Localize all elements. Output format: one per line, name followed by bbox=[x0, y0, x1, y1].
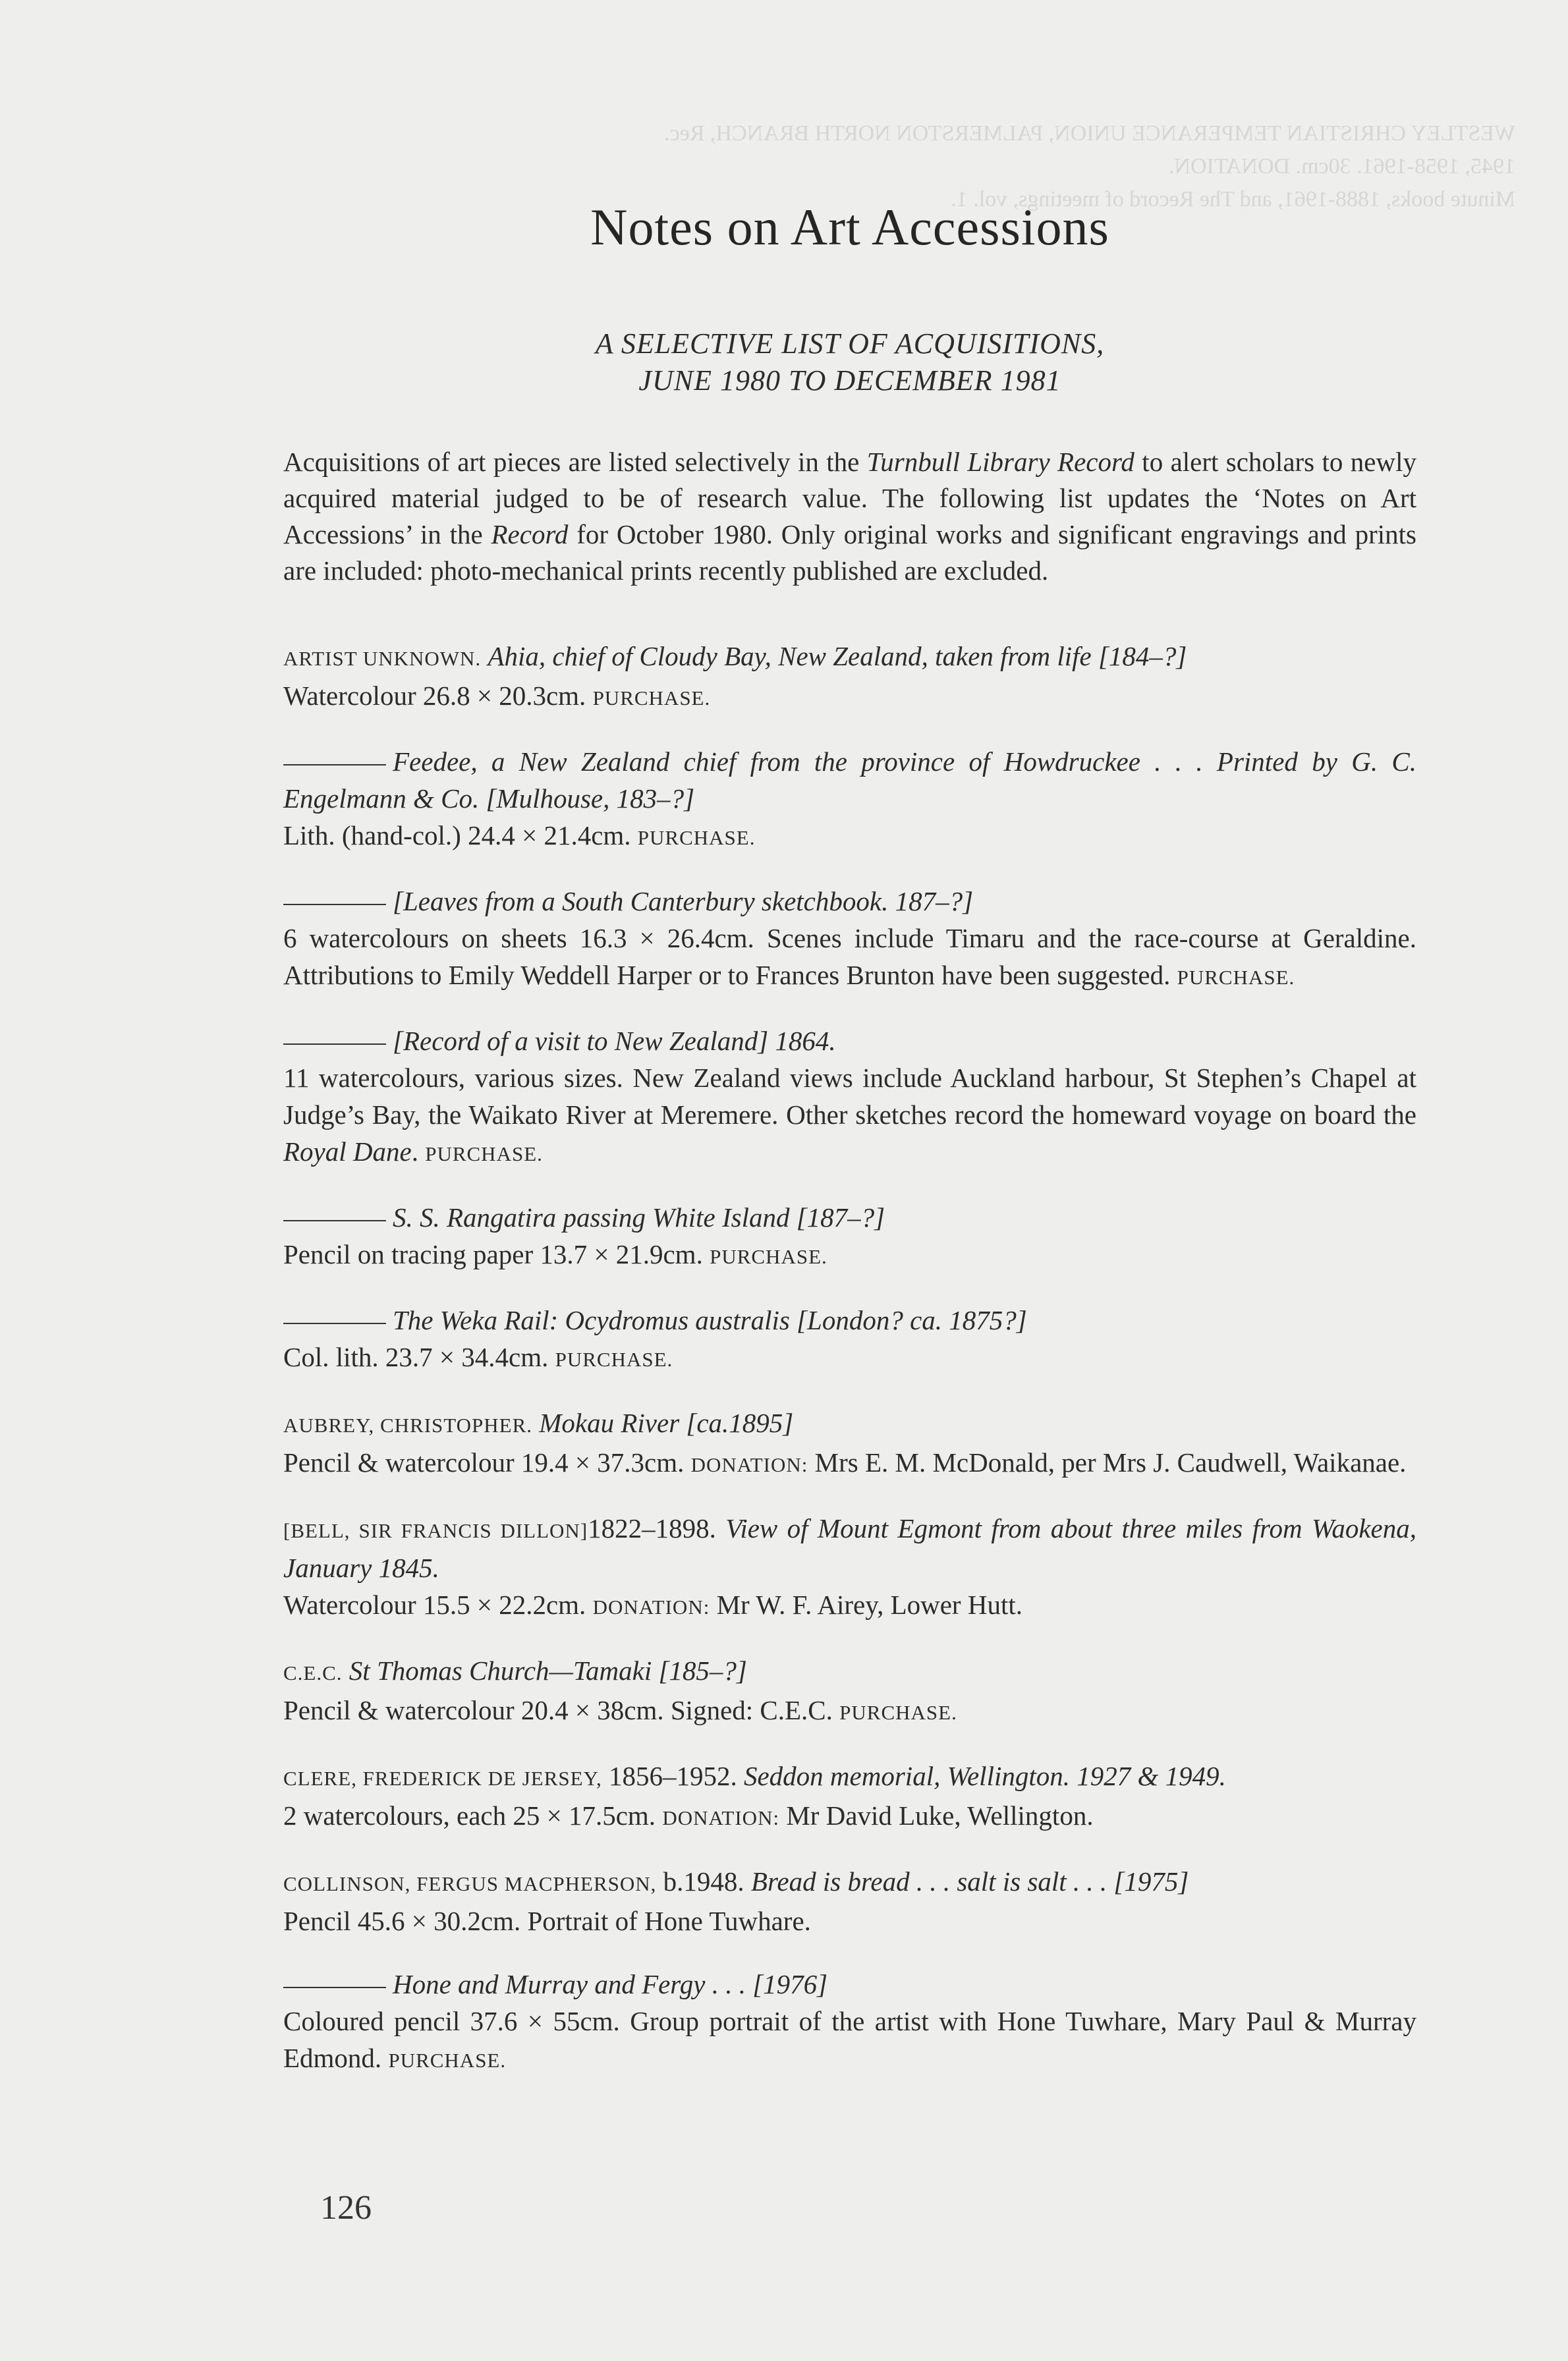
entry-description: Coloured pencil 37.6 × 55cm. Group portrait of the artist with Hone Tuwhare, Mary Paul & Murray Edmond. bbox=[283, 2006, 1416, 2073]
entry-donor: Mrs E. M. McDonald, per Mrs J. Caudwell, Waikanae. bbox=[814, 1447, 1407, 1478]
entry-acquisition: PURCHASE. bbox=[637, 826, 756, 849]
entry bbox=[283, 638, 1416, 717]
page-title: Notes on Art Accessions bbox=[590, 198, 1109, 256]
entry-artist: CLERE, FREDERICK DE JERSEY, bbox=[283, 1767, 602, 1790]
entry-description: Watercolour 26.8 × 20.3cm. bbox=[283, 681, 586, 711]
entry-description: Lith. (hand-col.) 24.4 × 21.4cm. bbox=[283, 820, 631, 850]
entry-punct: . bbox=[411, 1136, 418, 1167]
entry-title: View of Mount Egmont from about three miles from Waokena, January 1845. bbox=[283, 1513, 1417, 1583]
entry-title: Feedee, a New Zealand chief from the province of Howdruckee . . . Printed by G. C. Engelmann & Co. [Mulhouse, 183–?] bbox=[283, 746, 1416, 814]
ditto-dash bbox=[283, 1220, 386, 1221]
entry-acquisition: DONATION: bbox=[690, 1453, 808, 1476]
entry-acquisition: DONATION: bbox=[662, 1806, 780, 1829]
intro-text-1: Acquisitions of art pieces are listed selectively in the bbox=[283, 447, 867, 477]
ditto-dash bbox=[283, 764, 386, 765]
intro-italic-2: Record bbox=[491, 519, 569, 549]
entry-description: 6 watercolours on sheets 16.3 × 26.4cm. Scenes include Timaru and the race-course at Geraldine. Attributions to Emily Weddell Harper or to Frances Brunton have been suggested. bbox=[283, 923, 1416, 990]
entry-title: The Weka Rail: Ocydromus australis [London? ca. 1875?] bbox=[393, 1305, 1027, 1335]
subtitle bbox=[283, 325, 1416, 399]
entry bbox=[283, 1510, 1416, 1626]
entry-title: [Leaves from a South Canterbury sketchbook. 187–?] bbox=[393, 886, 974, 916]
entry-artist: [BELL, SIR FRANCIS DILLON] bbox=[283, 1519, 588, 1542]
entry-artist: ARTIST UNKNOWN. bbox=[283, 647, 482, 670]
entry-acquisition: PURCHASE. bbox=[555, 1348, 673, 1371]
entry-description: 11 watercolours, various sizes. New Zealand views include Auckland harbour, St Stephen’s Chapel at Judge’s Bay, the Waikato River at Meremere. Other sketches record the homeward voyage on board the bbox=[283, 1063, 1416, 1130]
entry bbox=[283, 1404, 1416, 1484]
entry-title: [Record of a visit to New Zealand] 1864. bbox=[393, 1026, 836, 1056]
entry bbox=[283, 743, 1416, 856]
entry-description: 2 watercolours, each 25 × 17.5cm. bbox=[283, 1800, 656, 1831]
ditto-dash bbox=[283, 1987, 386, 1988]
subtitle-line-1: A SELECTIVE LIST OF ACQUISITIONS, bbox=[595, 327, 1105, 360]
intro-italic-1: Turnbull Library Record bbox=[866, 447, 1134, 477]
entry-title: Ahia, chief of Cloudy Bay, New Zealand, taken from life [184–?] bbox=[488, 641, 1187, 671]
entry-description: Pencil 45.6 × 30.2cm. Portrait of Hone Tuwhare. bbox=[283, 1906, 811, 1936]
entry-donor: Mr David Luke, Wellington. bbox=[786, 1800, 1094, 1831]
entry-ship-name: Royal Dane bbox=[283, 1136, 412, 1167]
subtitle-line-2: JUNE 1980 TO DECEMBER 1981 bbox=[638, 364, 1061, 397]
entry-description: Pencil & watercolour 19.4 × 37.3cm. bbox=[283, 1447, 685, 1478]
entry-title: Bread is bread . . . salt is salt . . . [1975] bbox=[750, 1866, 1189, 1897]
intro-text-3: for October 1980. Only original works and significant engravings and prints are included: photo-mechanical prints recently published are excluded. bbox=[283, 519, 1416, 586]
entry bbox=[283, 1022, 1416, 1173]
entry-dates: b.1948. bbox=[663, 1866, 744, 1897]
entry-acquisition: PURCHASE. bbox=[425, 1142, 543, 1165]
entry-title: S. S. Rangatira passing White Island [187–?] bbox=[393, 1202, 885, 1233]
page-number: 126 bbox=[320, 2189, 372, 2227]
intro-paragraph bbox=[283, 444, 1416, 589]
entry-acquisition: DONATION: bbox=[592, 1596, 710, 1619]
entry-description: Pencil & watercolour 20.4 × 38cm. Signed: C.E.C. bbox=[283, 1695, 833, 1725]
entry-artist: C.E.C. bbox=[283, 1661, 343, 1684]
entry-acquisition: PURCHASE. bbox=[1177, 966, 1295, 989]
intro-text-2: to alert scholars to newly acquired material judged to be of research value. The following list updates the ‘Notes on Art Accessions’ in the bbox=[283, 447, 1416, 549]
entry-description: Col. lith. 23.7 × 34.4cm. bbox=[283, 1342, 549, 1372]
entry-title: Seddon memorial, Wellington. 1927 & 1949. bbox=[743, 1761, 1226, 1791]
entry-artist: COLLINSON, FERGUS MACPHERSON, bbox=[283, 1872, 657, 1895]
entry bbox=[283, 1652, 1416, 1731]
entry bbox=[283, 883, 1416, 996]
entry bbox=[283, 1758, 1416, 1837]
entry bbox=[283, 1199, 1416, 1275]
document-page bbox=[283, 198, 1416, 2079]
entry-acquisition: PURCHASE. bbox=[839, 1701, 957, 1724]
entry-donor: Mr W. F. Airey, Lower Hutt. bbox=[716, 1590, 1022, 1620]
entry-title: Hone and Murray and Fergy . . . [1976] bbox=[393, 1969, 828, 1999]
entry-title: St Thomas Church—Tamaki [185–?] bbox=[349, 1655, 747, 1686]
entry bbox=[283, 1863, 1416, 1939]
ditto-dash bbox=[283, 904, 386, 905]
entry-description: Watercolour 15.5 × 22.2cm. bbox=[283, 1590, 586, 1620]
entry-dates: 1856–1952. bbox=[608, 1761, 737, 1791]
entry-dates: 1822–1898. bbox=[588, 1513, 716, 1543]
entry-artist: AUBREY, CHRISTOPHER. bbox=[283, 1414, 533, 1437]
entry-title: Mokau River [ca.1895] bbox=[539, 1408, 794, 1438]
entry-acquisition: PURCHASE. bbox=[388, 2049, 507, 2072]
bleed-through-text: WESTLEY CHRISTIAN TEMPERANCE UNION, PALMERSTON NORTH BRANCH, Rec. 1945, 1958-1961. 30cm. DONATION. Minute books, 1888-1961, and The Record of meetings, vol. 1. bbox=[664, 121, 1515, 211]
entry-acquisition: PURCHASE. bbox=[592, 686, 711, 709]
entry bbox=[283, 1302, 1416, 1378]
entry-description: Pencil on tracing paper 13.7 × 21.9cm. bbox=[283, 1239, 703, 1269]
ditto-dash bbox=[283, 1043, 386, 1045]
entry bbox=[283, 1966, 1416, 2079]
ditto-dash bbox=[283, 1323, 386, 1324]
entry-acquisition: PURCHASE. bbox=[710, 1245, 827, 1268]
